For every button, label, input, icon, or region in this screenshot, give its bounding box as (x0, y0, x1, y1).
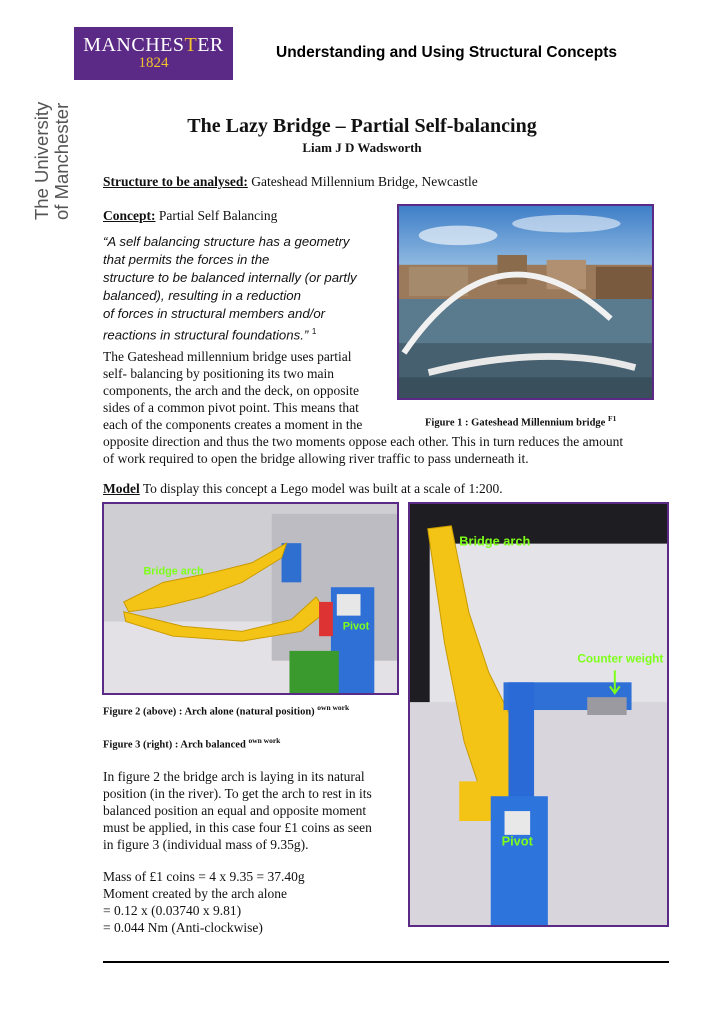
paragraph-line: The Gateshead millennium bridge uses partial (103, 349, 352, 364)
figure1-caption: Figure 1 : Gateshead Millennium bridge $^{F1}$ (425, 414, 617, 429)
side-text-line-2: of Manchester (51, 102, 72, 220)
model-value: To display this concept a Lego model was built at a scale of 1:200. (139, 481, 503, 496)
university-logo (74, 27, 233, 80)
quote-line: that permits the forces in the (103, 252, 270, 267)
paragraph-line: self- balancing by positioning its two main (103, 366, 334, 381)
calc-line: = 0.12 x (0.03740 x 9.81) (103, 903, 242, 918)
figure2-ref: own work (317, 703, 350, 712)
structure-label: Structure to be analysed: (103, 174, 248, 189)
logo-year: 1824 (138, 55, 169, 71)
figure3-photo (408, 502, 669, 927)
lego-arch-balanced-image (410, 504, 667, 925)
figure3-ref: own work (248, 736, 281, 745)
concept-value: Partial Self Balancing (155, 208, 278, 223)
figure2-photo (102, 502, 399, 695)
calc-line: Mass of £1 coins = 4 x 9.35 = 37.40g (103, 869, 305, 884)
figure3-pivot-label: Pivot (501, 833, 533, 849)
paragraph-line: balanced position an equal and opposite moment (103, 803, 367, 818)
model-label: Model (103, 481, 140, 496)
paragraph-line: In figure 2 the bridge arch is laying in its natural (103, 769, 365, 784)
body-paragraph (103, 348, 623, 467)
quote-line: structure to be balanced internally (or partly (103, 270, 357, 285)
definition-quote (103, 233, 357, 344)
paragraph-line: in figure 3 (individual mass of 9.35g). (103, 837, 309, 852)
figure3-arch-label: Bridge arch (459, 533, 531, 549)
paragraph-line: components, the arch and the deck, on opposite (103, 383, 360, 398)
quote-line: balanced), resulting in a reduction (103, 288, 301, 303)
page-title: The Lazy Bridge – Partial Self-balancing (187, 115, 537, 137)
figure1-ref: F1 (607, 414, 617, 423)
side-text-line-1: The University (31, 101, 52, 220)
structure-line (103, 173, 478, 190)
structure-value: Gateshead Millennium Bridge, Newcastle (247, 174, 478, 189)
calculation (103, 868, 305, 936)
calc-line: = 0.044 Nm (Anti-clockwise) (103, 920, 263, 935)
concept-line (103, 207, 277, 224)
quote-line: reactions in structural foundations.” $^1$ (103, 327, 317, 343)
footer-rule (103, 961, 669, 963)
concept-label: Concept: (103, 208, 156, 223)
figure2-caption: Figure 2 (above) : Arch alone (natural position) $^{own work}$ (103, 703, 350, 718)
figure2-explanation (103, 768, 372, 853)
paragraph-line: each of the components creates a moment in the (103, 417, 363, 432)
header-title: Understanding and Using Structural Concepts (276, 44, 618, 61)
quote-ref: 1 (311, 327, 317, 336)
paragraph-line: opposite direction and thus the two moments oppose each other. This in turn reduces the amount (103, 434, 624, 449)
calc-line: Moment created by the arch alone (103, 886, 288, 901)
figure3-caption: Figure 3 (right) : Arch balanced $^{own work}$ (103, 736, 281, 751)
quote-line: of forces in structural members and/or (103, 306, 326, 321)
figure3-counter-label: Counter weight (577, 651, 664, 666)
lego-arch-natural-image (104, 504, 397, 693)
logo-wordmark: MANCHESTER (83, 34, 224, 56)
quote-line: “A self balancing structure has a geometry (103, 234, 350, 249)
paragraph-line: must be applied, in this case four £1 coins as seen (103, 820, 372, 835)
figure2-pivot-label: Pivot (342, 620, 370, 633)
figure2-arch-label: Bridge arch (143, 565, 204, 578)
paragraph-line: of work required to open the bridge allowing river traffic to pass underneath it. (103, 451, 529, 466)
author: Liam J D Wadsworth (302, 140, 422, 155)
paragraph-line: sides of a common pivot point. This means that (103, 400, 359, 415)
paragraph-line: position (in the river). To get the arch to rest in its (103, 786, 372, 801)
model-line (103, 480, 503, 497)
